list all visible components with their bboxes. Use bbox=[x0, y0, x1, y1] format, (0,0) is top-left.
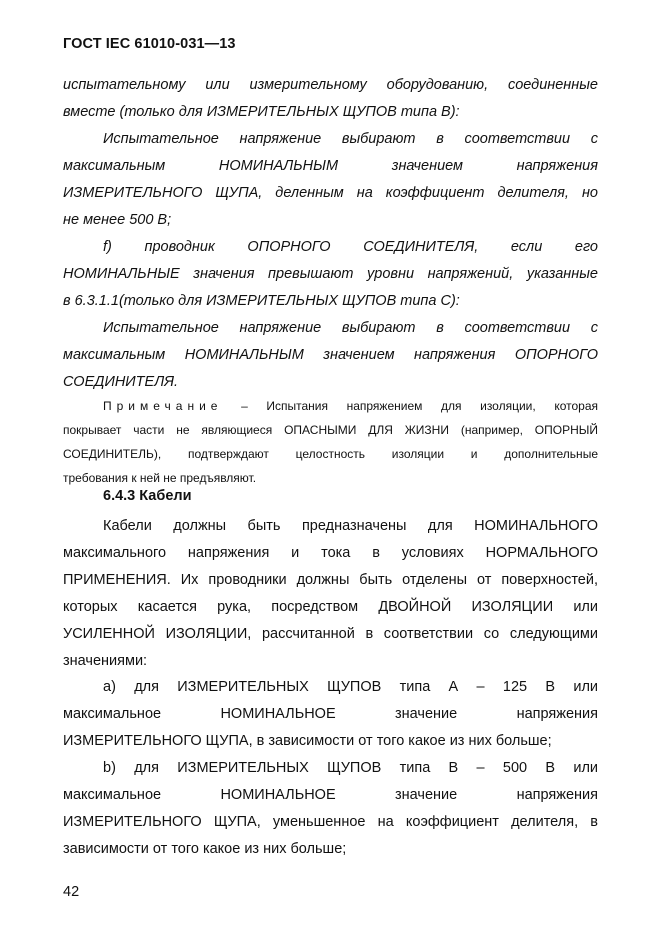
text-line: максимальным НОМИНАЛЬНЫМ значением напряжения ОПОРНОГО bbox=[63, 347, 598, 363]
paragraph-test-voltage-b bbox=[63, 126, 598, 234]
note-line: требования к ней не предъявляют. bbox=[63, 471, 257, 485]
text-line: максимальное НОМИНАЛЬНОЕ значение напряжения bbox=[63, 787, 598, 803]
text-line: УСИЛЕННОЙ ИЗОЛЯЦИИ, рассчитанной в соответствии со следующими bbox=[63, 626, 598, 642]
text-line: максимального напряжения и тока в условиях НОРМАЛЬНОГО bbox=[63, 545, 598, 561]
text-line: вместе (только для ИЗМЕРИТЕЛЬНЫХ ЩУПОВ типа В): bbox=[63, 104, 460, 120]
note-text: – Испытания напряжением для изоляции, которая bbox=[222, 399, 598, 413]
text-line: ИЗМЕРИТЕЛЬНОГО ЩУПА, уменьшенное на коэффициент делителя, в bbox=[63, 814, 598, 830]
page-number: 42 bbox=[63, 884, 80, 900]
section-heading: 6.4.3 Кабели bbox=[103, 488, 192, 504]
paragraph-item-a bbox=[63, 674, 598, 755]
note-line: СОЕДИНИТЕЛЬ), подтверждают целостность изоляции и дополнительные bbox=[63, 447, 598, 461]
text-line: в 6.3.1.1(только для ИЗМЕРИТЕЛЬНЫХ ЩУПОВ типа С): bbox=[63, 293, 460, 309]
text-line: максимальное НОМИНАЛЬНОЕ значение напряжения bbox=[63, 706, 598, 722]
paragraph-italic-continuation bbox=[63, 72, 598, 126]
text-line: Испытательное напряжение выбирают в соответствии с bbox=[103, 320, 598, 336]
text-line: которых касается рука, посредством ДВОЙНОЙ ИЗОЛЯЦИИ или bbox=[63, 599, 598, 615]
note-first-line bbox=[63, 394, 598, 418]
text-line: a) для ИЗМЕРИТЕЛЬНЫХ ЩУПОВ типа А – 125 В или bbox=[103, 679, 598, 695]
note-block bbox=[63, 394, 598, 490]
text-line: ИЗМЕРИТЕЛЬНОГО ЩУПА, в зависимости от того какое из них больше; bbox=[63, 733, 552, 749]
paragraph-test-voltage-c bbox=[63, 315, 598, 396]
note-label: Примечание bbox=[103, 399, 223, 413]
text-line: ИЗМЕРИТЕЛЬНОГО ЩУПА, деленным на коэффициент делителя, но bbox=[63, 185, 598, 201]
text-line: максимальным НОМИНАЛЬНЫМ значением напряжения bbox=[63, 158, 598, 174]
paragraph-cables bbox=[63, 513, 598, 675]
note-line: покрывает части не являющиеся ОПАСНЫМИ ДЛЯ ЖИЗНИ (например, ОПОРНЫЙ bbox=[63, 423, 598, 437]
paragraph-item-f bbox=[63, 234, 598, 315]
text-line: b) для ИЗМЕРИТЕЛЬНЫХ ЩУПОВ типа В – 500 В или bbox=[103, 760, 598, 776]
text-line: Испытательное напряжение выбирают в соответствии с bbox=[103, 131, 598, 147]
text-line: ПРИМЕНЕНИЯ. Их проводники должны быть отделены от поверхностей, bbox=[63, 572, 598, 588]
text-line: не менее 500 В; bbox=[63, 212, 172, 228]
text-line: f) проводник ОПОРНОГО СОЕДИНИТЕЛЯ, если его bbox=[103, 239, 598, 255]
paragraph-item-b bbox=[63, 755, 598, 863]
text-line: испытательному или измерительному оборудованию, соединенные bbox=[63, 77, 598, 93]
text-line: СОЕДИНИТЕЛЯ. bbox=[63, 374, 179, 390]
text-line: Кабели должны быть предназначены для НОМИНАЛЬНОГО bbox=[103, 518, 598, 534]
text-line: НОМИНАЛЬНЫЕ значения превышают уровни напряжений, указанные bbox=[63, 266, 598, 282]
text-line: значениями: bbox=[63, 653, 148, 669]
document-header: ГОСТ IEC 61010-031—13 bbox=[63, 36, 236, 52]
text-line: зависимости от того какое из них больше; bbox=[63, 841, 347, 857]
